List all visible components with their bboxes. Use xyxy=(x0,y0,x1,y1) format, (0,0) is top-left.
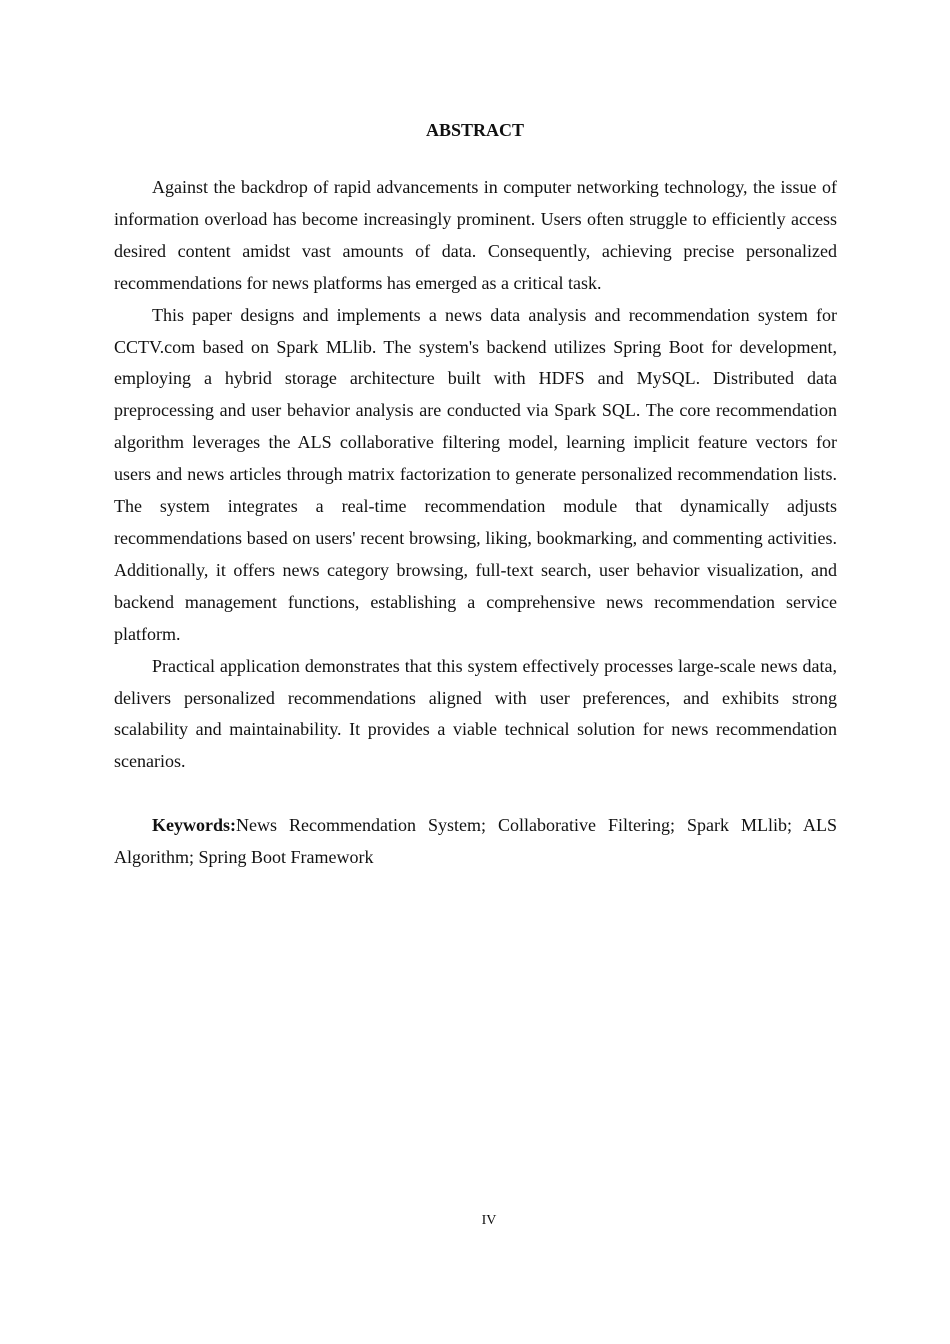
keywords-line xyxy=(114,810,837,874)
keywords-text: News Recommendation System; Collaborative Filtering; Spark MLlib; ALS Algorithm; Spring Boot Framework xyxy=(114,815,837,868)
abstract-paragraph-2: This paper designs and implements a news data analysis and recommendation system for CCTV.com based on Spark MLlib. The system's backend utilizes Spring Boot for development, employing a hybrid storage architecture built with HDFS and MySQL. Distributed data preprocessing and user behavior analysis are conducted via Spark SQL. The core recommendation algorithm leverages the ALS collaborative filtering model, learning implicit feature vectors for users and news articles through matrix factorization to generate personalized recommendation lists. The system integrates a real-time recommendation module that dynamically adjusts recommendations based on users' recent browsing, liking, bookmarking, and commenting activities. Additionally, it offers news category browsing, full-text search, user behavior visualization, and backend management functions, establishing a comprehensive news recommendation service platform. xyxy=(114,304,837,644)
keywords-label: Keywords: xyxy=(152,815,236,836)
abstract-title: ABSTRACT xyxy=(425,120,525,140)
page-number: IV xyxy=(481,1213,497,1228)
abstract-paragraph-1: Against the backdrop of rapid advancements in computer networking technology, the issue of information overload has become increasingly prominent. Users often struggle to efficiently access desired content amidst vast amounts of data. Consequently, achieving precise personalized recommendations for news platforms has emerged as a critical task. xyxy=(114,177,837,293)
abstract-paragraph-3: Practical application demonstrates that this system effectively processes large-scale news data, delivers personalized recommendations aligned with user preferences, and exhibits strong scalability and maintainability. It provides a viable technical solution for news recommendation scenarios. xyxy=(114,655,837,772)
abstract-body xyxy=(114,172,837,874)
